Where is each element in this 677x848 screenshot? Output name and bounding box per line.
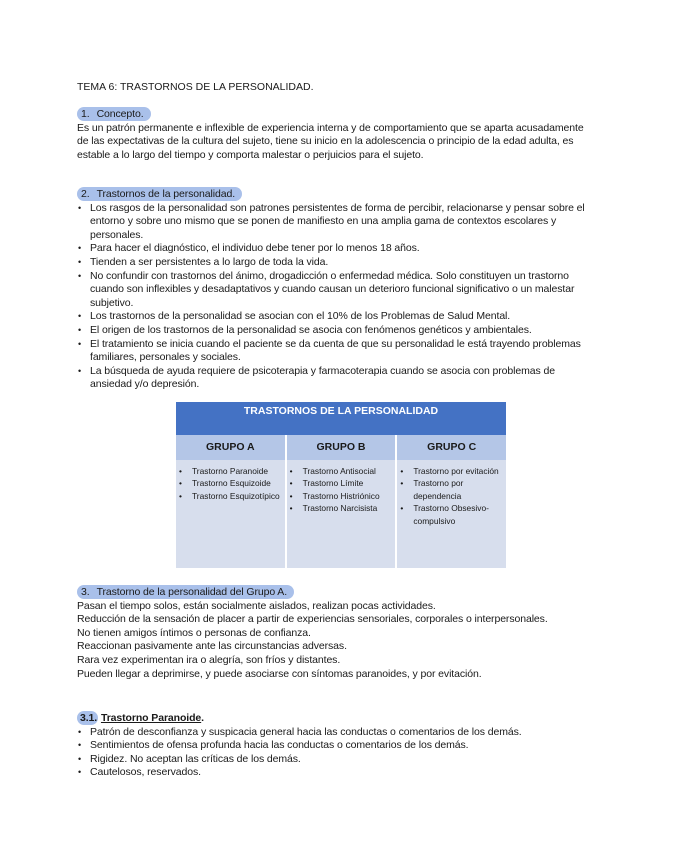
section-heading: Concepto. xyxy=(96,108,144,120)
section-number: 2. xyxy=(81,188,90,200)
section-paragraph: Es un patrón permanente e inflexible de experiencia interna y de comportamiento que se aparta acusadamente de las expectativas de la cultura del sujeto, tiene su inicio en la adolescencia o principio de la edad adulta, es estable a lo largo del tiempo y comporta malestar o perjuicios para el sujeto. xyxy=(77,121,584,161)
list-item: • Sentimientos de ofensa profunda hacia las conductas o comentarios de los demás. xyxy=(77,739,597,753)
section-heading-highlight xyxy=(77,107,151,121)
table-body-row xyxy=(176,460,506,568)
list-item: • Trastorno por dependencia xyxy=(399,477,506,502)
section-number: 3. xyxy=(81,586,90,598)
list-item: • Cautelosos, reservados. xyxy=(77,766,597,780)
section-concepto xyxy=(77,107,597,162)
list-item: • El origen de los trastornos de la personalidad se asocia con fenómenos genéticos y ambientales. xyxy=(77,324,597,338)
table-cell xyxy=(176,460,285,568)
paragraph-line: Rara vez experimentan ira o alegría, son fríos y distantes. xyxy=(77,653,341,666)
subsection-number-highlight: 3.1. xyxy=(77,711,98,725)
subsection-heading: Trastorno Paranoide xyxy=(100,712,202,724)
section-heading-highlight xyxy=(77,585,294,599)
list-item: • Los rasgos de la personalidad son patrones persistentes de forma de percibir, relacionarse y pensar sobre el entorno y sobre uno mismo que se ponen de manifiesto en una amplia gama de contextos escolares y personales. xyxy=(77,202,597,243)
table-title: TRASTORNOS DE LA PERSONALIDAD xyxy=(176,402,506,435)
bullet-list xyxy=(77,726,597,780)
list-item: • Trastorno Narcisista xyxy=(289,502,396,514)
list-item: • Trastorno Paranoide xyxy=(178,465,285,477)
list-item: • Trastorno Obsesivo-compulsivo xyxy=(399,502,506,527)
list-item: • El tratamiento se inicia cuando el paciente se da cuenta de que su personalidad le está trayendo problemas familiares, personales y sociales. xyxy=(77,338,597,365)
personality-disorders-table xyxy=(176,402,506,568)
section-trastornos xyxy=(77,187,597,392)
table-column-header: GRUPO C xyxy=(395,435,506,460)
paragraph-line: Pueden llegar a deprimirse, y puede asociarse con síntomas paranoides, y por evitación. xyxy=(77,667,482,680)
section-heading-highlight xyxy=(77,187,242,201)
list-item: • Trastorno por evitación xyxy=(399,465,506,477)
list-item: • Patrón de desconfianza y suspicacia general hacia las conductas o comentarios de los demás. xyxy=(77,726,597,740)
list-item: • Tienden a ser persistentes a lo largo de toda la vida. xyxy=(77,256,597,270)
section-trastorno-paranoide xyxy=(77,711,597,780)
section-heading: Trastorno de la personalidad del Grupo A. xyxy=(96,586,288,598)
subsection-heading-period: . xyxy=(201,712,204,724)
table-cell xyxy=(285,460,396,568)
list-item: • Para hacer el diagnóstico, el individuo debe tener por lo menos 18 años. xyxy=(77,242,597,256)
list-item: • La búsqueda de ayuda requiere de psicoterapia y farmacoterapia cuando se asocia con problemas de ansiedad y/o depresión. xyxy=(77,365,597,392)
section-heading: Trastornos de la personalidad. xyxy=(96,188,236,200)
table-column-header: GRUPO A xyxy=(206,441,255,453)
bullet-list xyxy=(77,202,597,392)
section-number: 1. xyxy=(81,108,90,120)
section-grupo-a xyxy=(77,585,597,681)
paragraph-line: Pasan el tiempo solos, están socialmente aislados, realizan pocas actividades. xyxy=(77,599,436,612)
paragraph-line: Reducción de la sensación de placer a partir de experiencias sensoriales, corporales o interpersonales. xyxy=(77,613,548,626)
list-item: • Los trastornos de la personalidad se asocian con el 10% de los Problemas de Salud Mental. xyxy=(77,310,597,324)
list-item: • Trastorno Antisocial xyxy=(289,465,396,477)
list-item: • No confundir con trastornos del ánimo, drogadicción o enfermedad médica. Solo constituyen un trastorno cuando son inflexibles y desadaptativos y cuando causan un deterioro funcional significativo o un malestar subjetivo. xyxy=(77,270,597,311)
list-item: • Trastorno Esquizotípico xyxy=(178,490,285,502)
document-title: TEMA 6: TRASTORNOS DE LA PERSONALIDAD. xyxy=(77,81,314,93)
list-item: • Trastorno Esquizoide xyxy=(178,477,285,489)
table-header-row xyxy=(176,435,506,460)
paragraph-line: No tienen amigos íntimos o personas de confianza. xyxy=(77,626,311,639)
list-item: • Trastorno Límite xyxy=(289,477,396,489)
table-cell xyxy=(395,460,506,568)
table-column-header: GRUPO B xyxy=(285,435,396,460)
list-item: • Rigidez. No aceptan las críticas de los demás. xyxy=(77,753,597,767)
list-item: • Trastorno Histriónico xyxy=(289,490,396,502)
paragraph-line: Reaccionan pasivamente ante las circunstancias adversas. xyxy=(77,640,347,653)
